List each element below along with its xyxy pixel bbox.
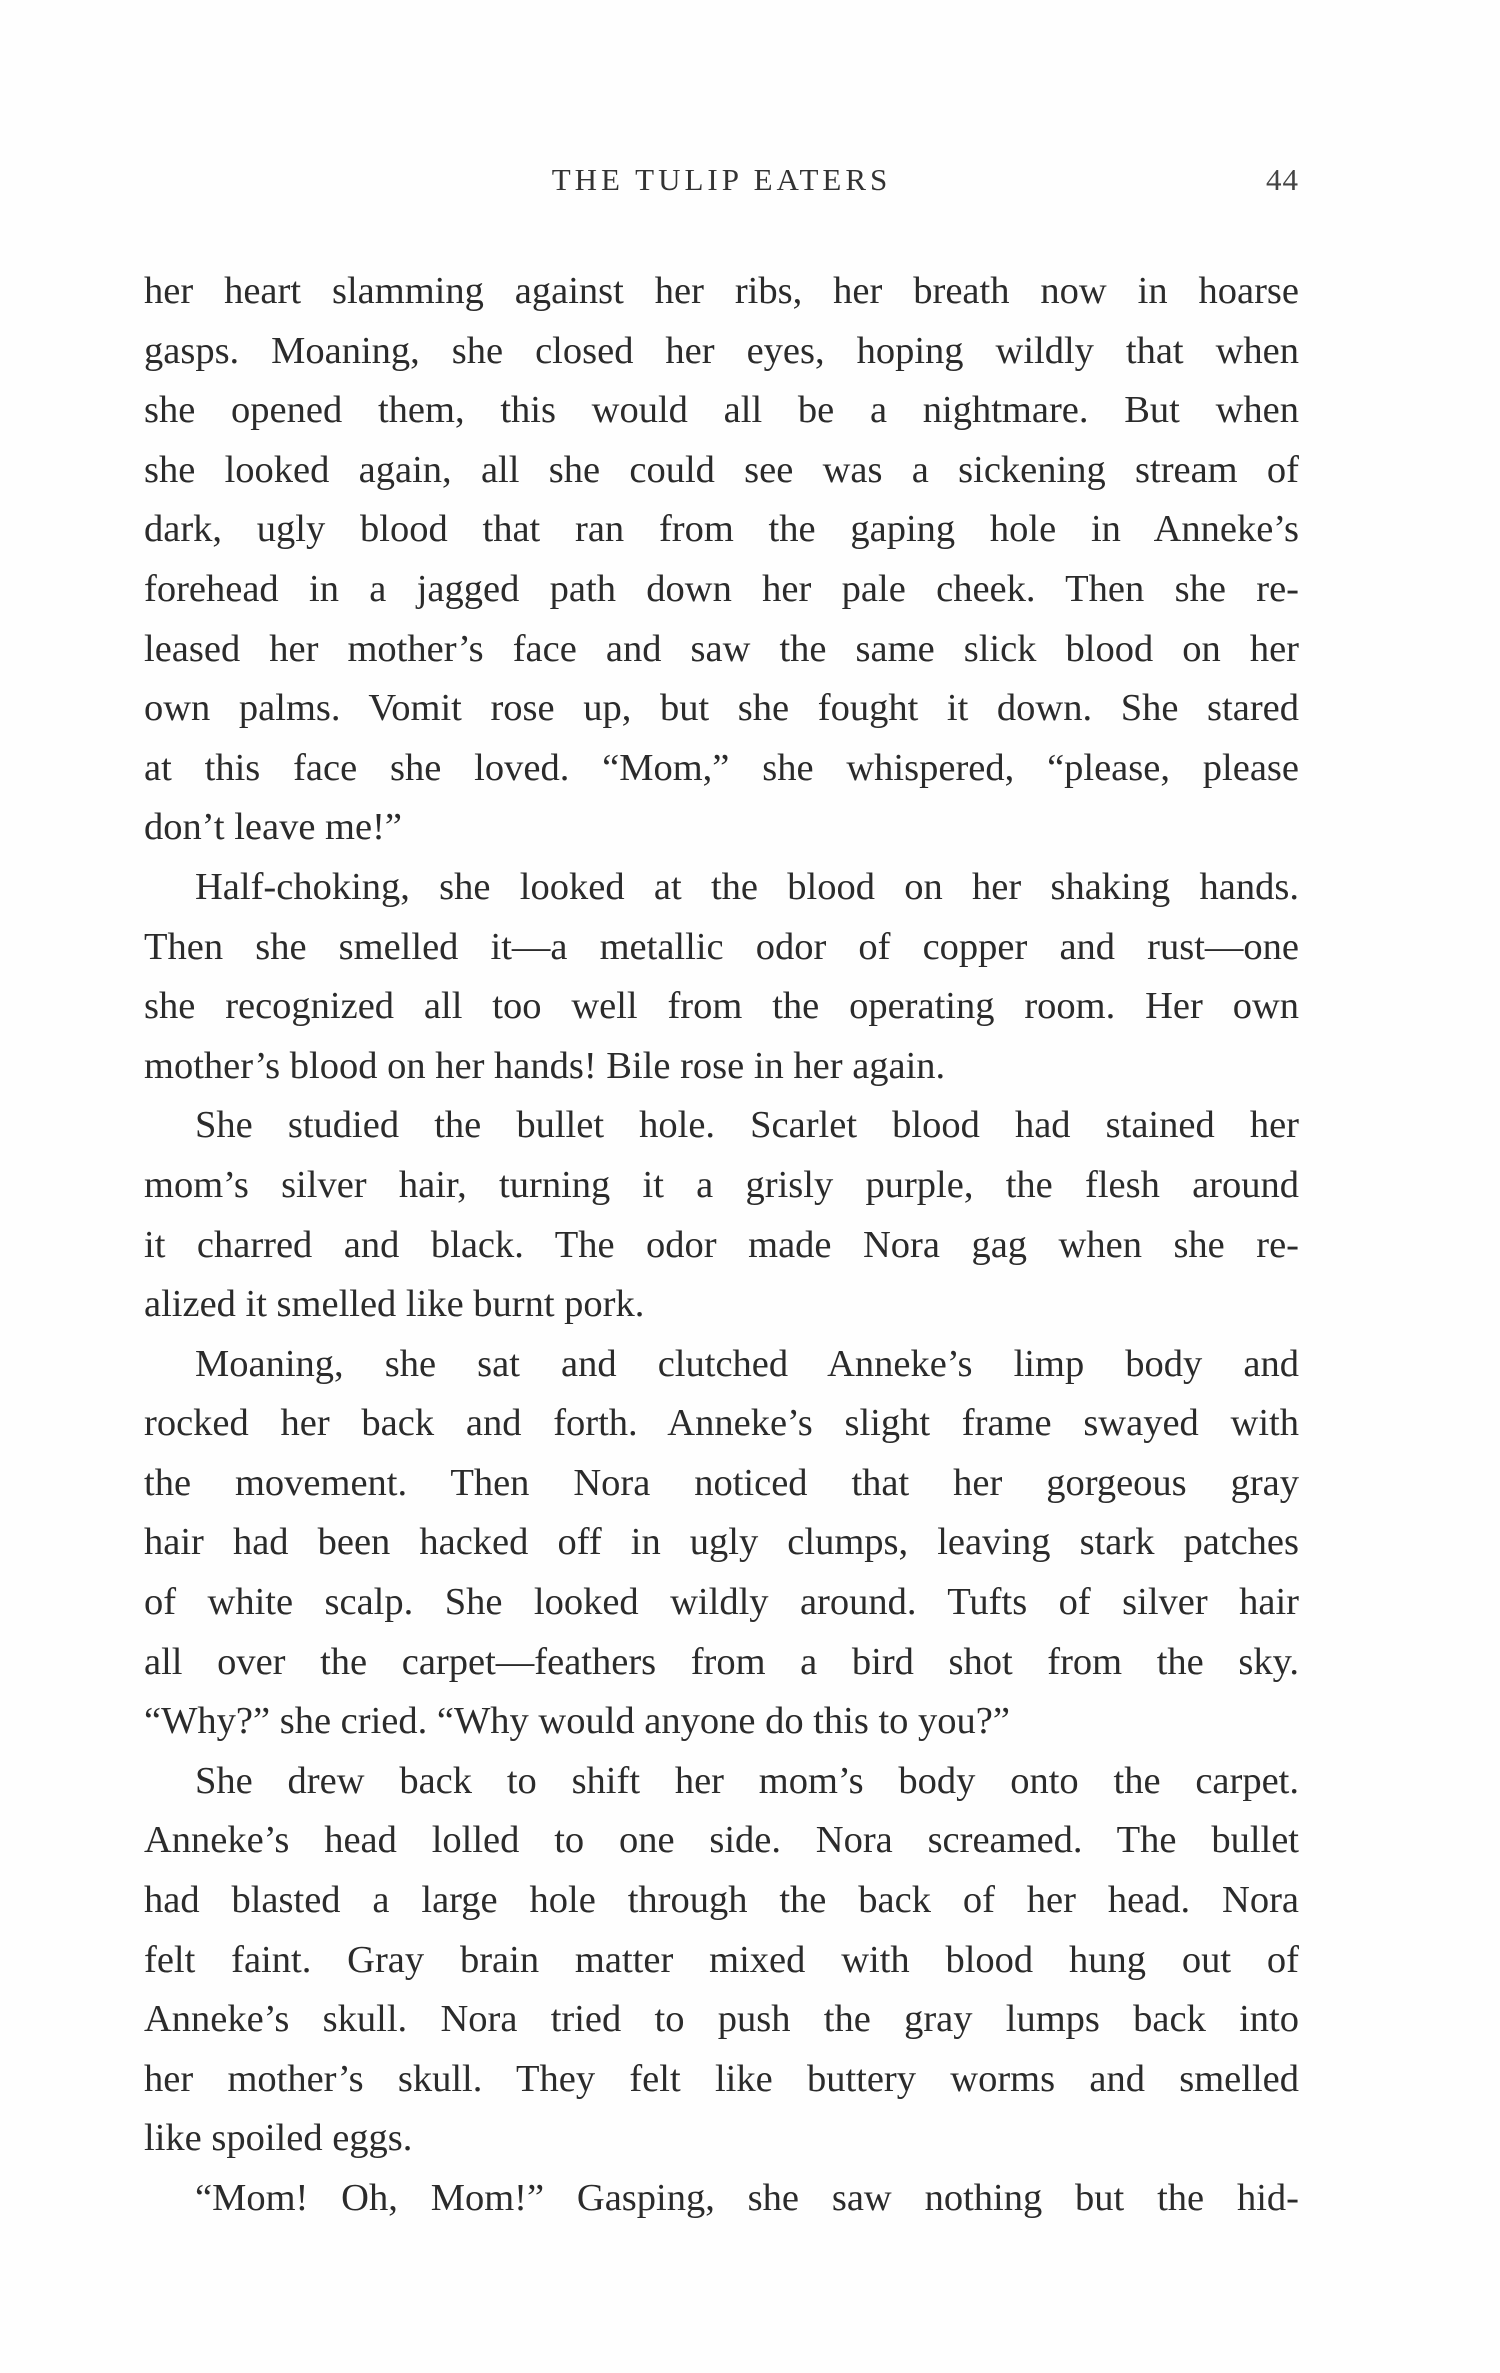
text-line: “Why?” she cried. “Why would anyone do this to you?” xyxy=(144,1700,1010,1743)
text-line: felt faint. Gray brain matter mixed with blood hung out of xyxy=(144,1938,1299,1981)
text-line: at this face she loved. “Mom,” she whispered, “please, please xyxy=(144,746,1299,789)
text-line: Half-choking, she looked at the blood on her shaking hands. xyxy=(195,865,1299,908)
text-line: own palms. Vomit rose up, but she fought it down. She stared xyxy=(144,687,1299,730)
text-line: Anneke’s head lolled to one side. Nora screamed. The bullet xyxy=(144,1819,1299,1862)
text-line: the movement. Then Nora noticed that her gorgeous gray xyxy=(144,1461,1299,1504)
text-line: don’t leave me!” xyxy=(144,806,402,849)
text-line: alized it smelled like burnt pork. xyxy=(144,1283,645,1326)
text-line: gasps. Moaning, she closed her eyes, hoping wildly that when xyxy=(144,329,1299,372)
text-line: her heart slamming against her ribs, her breath now in hoarse xyxy=(144,270,1299,312)
text-line: leased her mother’s face and saw the same slick blood on her xyxy=(144,627,1299,670)
text-line: rocked her back and forth. Anneke’s slight frame swayed with xyxy=(144,1402,1299,1445)
text-line: hair had been hacked off in ugly clumps, leaving stark patches xyxy=(144,1521,1299,1564)
text-line: she opened them, this would all be a nightmare. But when xyxy=(144,389,1299,432)
text-line: “Mom! Oh, Mom!” Gasping, she saw nothing but the hid- xyxy=(195,2177,1299,2219)
text-line: of white scalp. She looked wildly around. Tufts of silver hair xyxy=(144,1581,1299,1624)
body-text xyxy=(144,262,1299,2229)
text-line: forehead in a jagged path down her pale cheek. Then she re- xyxy=(144,567,1299,610)
text-line: all over the carpet—feathers from a bird shot from the sky. xyxy=(144,1640,1299,1683)
text-line: dark, ugly blood that ran from the gaping hole in Anneke’s xyxy=(144,508,1299,551)
text-line: like spoiled eggs. xyxy=(144,2117,413,2160)
text-line: Anneke’s skull. Nora tried to push the gray lumps back into xyxy=(144,1998,1299,2041)
text-line: She studied the bullet hole. Scarlet blood had stained her xyxy=(195,1104,1299,1147)
text-line: Then she smelled it—a metallic odor of copper and rust—one xyxy=(144,925,1299,968)
text-line: she recognized all too well from the operating room. Her own xyxy=(144,985,1299,1028)
text-line: mother’s blood on her hands! Bile rose in her again. xyxy=(144,1044,946,1087)
text-line: it charred and black. The odor made Nora gag when she re- xyxy=(144,1223,1299,1266)
text-line: she looked again, all she could see was a sickening stream of xyxy=(144,448,1299,491)
running-head xyxy=(144,160,1299,200)
page-number: 44 xyxy=(1266,162,1299,197)
text-line: had blasted a large hole through the back of her head. Nora xyxy=(144,1879,1299,1922)
text-line: Moaning, she sat and clutched Anneke’s limp body and xyxy=(195,1342,1299,1385)
text-line: mom’s silver hair, turning it a grisly purple, the flesh around xyxy=(144,1163,1299,1206)
running-title: THE TULIP EATERS xyxy=(551,162,892,197)
text-line: her mother’s skull. They felt like buttery worms and smelled xyxy=(144,2057,1299,2100)
text-line: She drew back to shift her mom’s body onto the carpet. xyxy=(195,1759,1299,1802)
